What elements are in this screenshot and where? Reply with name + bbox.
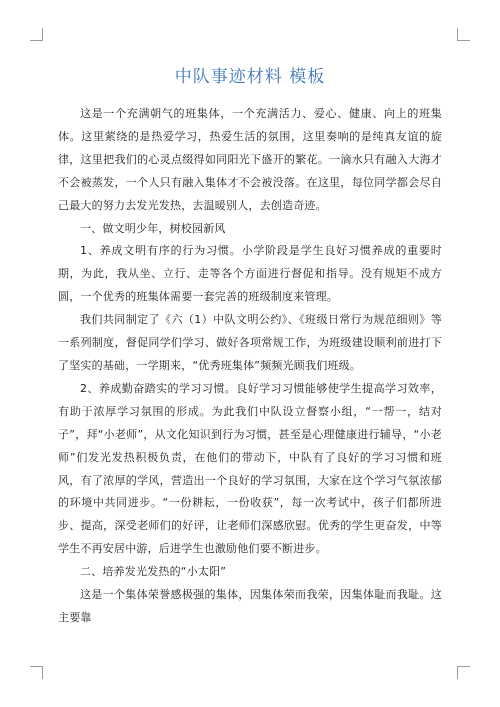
document-body xyxy=(58,103,442,630)
crop-mark-bottom-right xyxy=(457,666,470,679)
crop-mark-top-left xyxy=(30,28,43,41)
intro-paragraph: 这是一个充满朝气的班集体，一个充满活力、爱心、健康、向上的班集体。这里萦绕的是热爱学习，热爱生活的氛围，这里奏响的是纯真友谊的旋律，这里把我们的心灵点缀得如同阳光下盛开的繁花。一滴水只有融入大海才不会被蒸发，一个人只有融入集体才不会被没落。在这里，每位同学都会尽自己最大的努力去发光发热，去温暖别人，去创造奇迹。 xyxy=(58,107,442,212)
crop-mark-bottom-left xyxy=(30,666,43,679)
body-paragraph: 这是一个集体荣誉感极强的集体，因集体荣而我荣，因集体耻而我耻。这主要靠 xyxy=(58,588,442,624)
body-paragraph: 1、养成文明有序的行为习惯。小学阶段是学生良好习惯养成的重要时期，为此，我从坐、立行、走等各个方面进行督促和指导。没有规矩不成方圆，一个优秀的班集体需要一套完善的班级制度来管理。 xyxy=(58,244,442,304)
section-heading-1: 一、做文明少年，树校园新风 xyxy=(80,221,226,235)
crop-mark-top-right xyxy=(457,28,470,41)
document-title: 中队事迹材料 模板 xyxy=(174,67,326,87)
section-heading-2: 二、培养发光发热的“小太阳” xyxy=(80,565,227,579)
body-paragraph: 2、养成勤奋踏实的学习习惯。良好学习习惯能够使学生提高学习效率，有助于浓厚学习氛围的形成。为此我们中队设立督察小组，“一帮一，结对子”，拜“小老师”，从文化知识到行为习惯，甚至是心理健康进行辅导，“小老师”们发光发热积极负责，在他们的带动下，中队有了良好的学习习惯和班风，有了浓厚的学风，营造出一个良好的学习氛围，大家在这个学习气氛浓郁的环境中共同进步。“一份耕耘，一份收获”，每一次考试中，孩子们都所进步、提高，深受老师们的好评，让老师们深感欣慰。优秀的学生更奋发，中等学生不再安居中游，后进学生也激励他们要不断进步。 xyxy=(58,381,442,556)
body-paragraph: 我们共同制定了《六（1）中队文明公约》、《班级日常行为规范细则》等一系列制度，督促同学们学习、做好各项常规工作，为班级建设顺利前进打下了坚实的基础，一学期来，“优秀班集体”频频光顾我们班级。 xyxy=(58,313,442,372)
